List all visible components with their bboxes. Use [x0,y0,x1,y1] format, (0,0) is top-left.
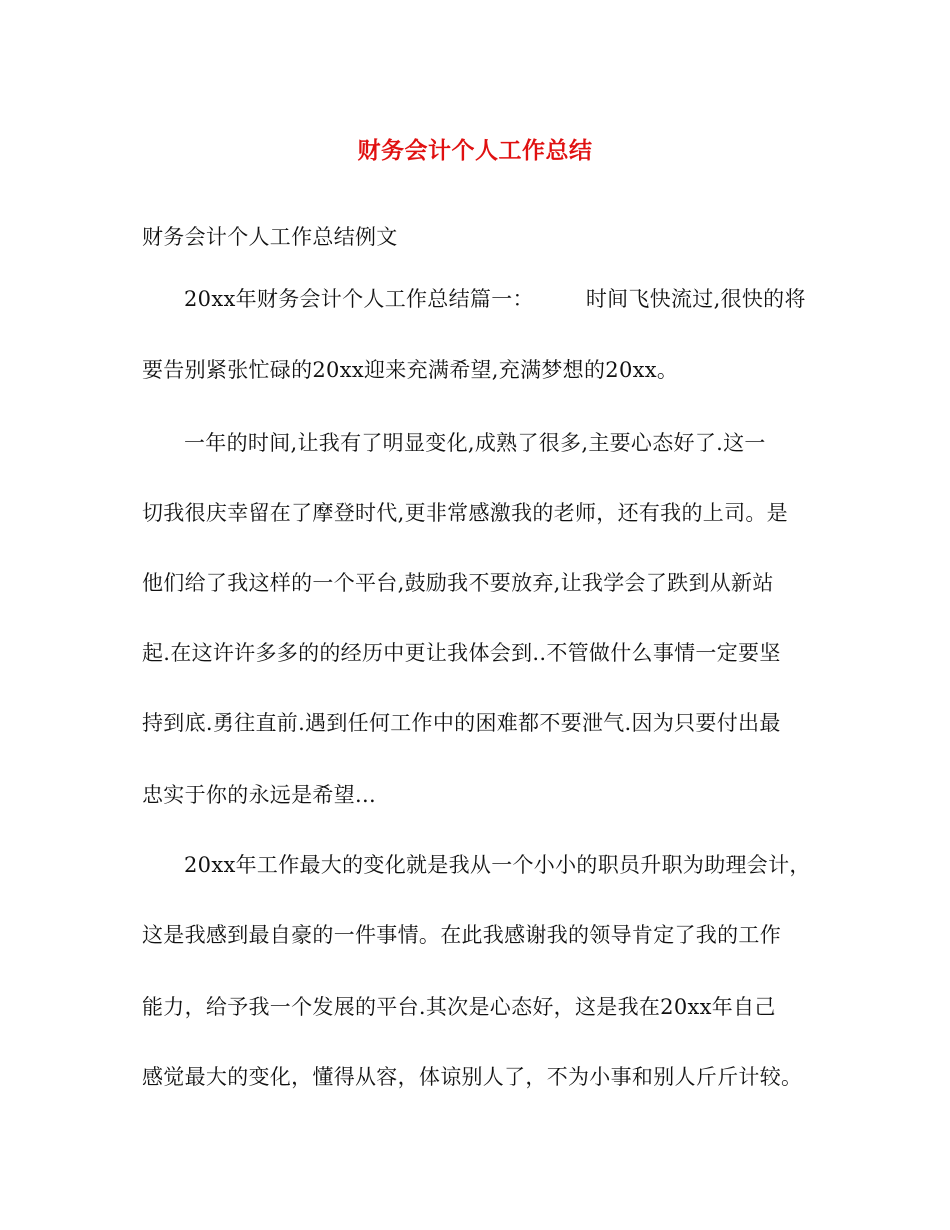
section-heading: 20xx年财务会计个人工作总结篇一： [184,287,534,311]
document-title: 财务会计个人工作总结 [357,137,593,164]
paragraph-line: 一年的时间,让我有了明显变化,成熟了很多,主要心态好了.这一 [184,431,766,455]
paragraph-line: 切我很庆幸留在了摩登时代,更非常感激我的老师，还有我的上司。是 [142,501,788,525]
paragraph-line: 能力，给予我一个发展的平台.其次是心态好，这是我在20xx年自己 [142,995,776,1019]
paragraph-line: 20xx年工作最大的变化就是我从一个小小的职员升职为助理会计， [184,853,811,877]
paragraph-line: 要告别紧张忙碌的20xx迎来充满希望,充满梦想的20xx。 [142,358,679,382]
paragraph-line: 感觉最大的变化，懂得从容，体谅别人了，不为小事和别人斤斤计较。 [142,1065,803,1089]
paragraph-line: 他们给了我这样的一个平台,鼓励我不要放弃,让我学会了跌到从新站 [142,571,774,595]
paragraph-line: 持到底.勇往直前.遇到任何工作中的困难都不要泄气.因为只要付出最 [142,711,781,735]
paragraph-line: 忠实于你的永远是希望... [142,783,376,807]
document-subtitle: 财务会计个人工作总结例文 [142,225,398,249]
paragraph-line: 起.在这许许多多的的经历中更让我体会到..不管做什么事情一定要坚 [142,641,781,665]
paragraph-text: 时间飞快流过,很快的将 [585,287,806,311]
paragraph-line: 这是我感到最自豪的一件事情。在此我感谢我的领导肯定了我的工作 [142,923,781,947]
paragraph-line [184,284,824,314]
